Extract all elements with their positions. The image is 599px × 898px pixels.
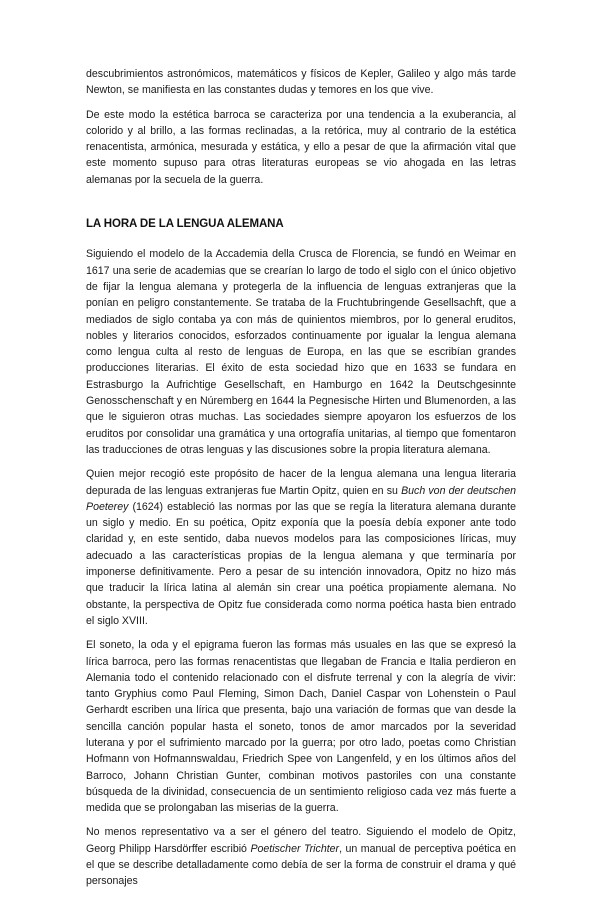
paragraph-opitz [86,466,516,629]
paragraph-lyric-forms: El soneto, la oda y el epigrama fueron las formas más usuales en las que se expresó la lírica barroca, pero las formas renacentistas que llegaban de Francia e Italia perdieron en Alemania todo el contenido relacionado con el disfrute terrenal y con la alegría de vivir: tanto Gryphius como Paul Fleming, Simon Dach, Daniel Caspar von Lohenstein o Paul Gerhardt escriben una lírica que presenta, bajo una variación de formas que van desde la sencilla canción popular hasta el soneto, tonos de amor marcados por la severidad luterana y por el sufrimiento marcado por la guerra; por otro lado, poetas como Christian Hofmann von Hofmannswaldau, Friedrich Spee von Langenfeld, y en los últimos años del Barroco, Johann Christian Gunter, combinan motivos pastoriles con una constante búsqueda de la divinidad, consecuencia de un sentimiento religioso cada vez más fuerte a medida que se prolongaban las miserias de la guerra. [86,639,516,815]
paragraph-theatre [86,824,516,889]
paragraph-academies: Siguiendo el modelo de la Accademia della Crusca de Florencia, se fundó en Weimar en 1617 una serie de academias que se crearían lo largo de todo el siglo con el único objetivo de fijar la lengua alemana y protegerla de la influencia de lenguas extranjeras que la ponían en peligro constantemente. Se trataba de la Fruchtubringende Gesellsachft, que a mediados de siglo contaba ya con más de quinientos miembros, por lo general eruditos, nobles y literarios conocidos, esforzados continuamente por igualar la lengua alemana como lengua culta al resto de lenguas de Europa, en las que se escribían grandes producciones literarias. El éxito de esta sociedad hizo que en 1633 se fundara en Estrasburgo la Aufrichtige Gesellschaft, en Hamburgo en 1642 la Deutschgesinnte Genosschenschaft y en Núremberg en 1644 la Pegnesische Hirten und Blumenorden, a las que le siguieron otras muchas. Las sociedades siempre apoyaron los esfuerzos de los eruditos por consolidar una gramática y una ortografía unitarias, al tiempo que fomentaron las traducciones de otras lenguas y las discusiones sobre la propia literatura alemana. [86,248,516,456]
section-heading: LA HORA DE LA LENGUA ALEMANA [86,218,284,231]
paragraph-theatre-text-1: No menos representativo va a ser el género del teatro. Siguiendo el modelo de Opitz, Georg Philipp Harsdörffer escribió [86,826,516,855]
paragraph-continuation: descubrimientos astronómicos, matemáticos y físicos de Kepler, Galileo y algo más tarde Newton, se manifiesta en las constantes dudas y temores en los que vive. [86,68,516,97]
paragraph-opitz-text-1: Quien mejor recogió este propósito de hacer de la lengua alemana una lengua literaria depurada de las lenguas extranjeras fue Martin Opitz, quien en su [86,468,516,497]
paragraph-theatre-text-2: , un manual de perceptiva poética en el que se describe detalladamente como debía de ser la forma de construir el drama y qué personajes [86,842,516,888]
book-title-buch-von-der-deutschen-poeterey: Buch von der deutschen Poeterey [86,484,516,513]
paragraph-baroque-aesthetic: De este modo la estética barroca se caracteriza por una tendencia a la exuberancia, al colorido y al brillo, a las formas reclinadas, a la retórica, muy al contrario de la estética renacentista, armónica, mesurada y estática, y ello a pesar de que la afirmación vital que este momento supuso para otras literaturas europeas se vio ahogada en las letras alemanas por la secuela de la guerra. [86,108,516,186]
book-title-poetischer-trichter: Poetischer Trichter [250,842,340,855]
document-page [86,66,516,898]
paragraph-opitz-text-2: (1624) estableció las normas por las que se regía la literatura alemana durante un siglo y medio. En su poética, Opitz exponía que la poesía debía exponer ante todo claridad y, en este sentido, daba nuevos modelos para las composiciones líricas, muy adecuado a las características propias de la lengua alemana y que terminaría por imponerse definitivamente. Pero a pesar de su intención innovadora, Opitz no hizo más que traducir la lírica latina al alemán sin crear una poética propiamente alemana. No obstante, la perspectiva de Opitz fue considerada como norma poética hasta bien entrado el siglo XVIII. [86,500,516,627]
